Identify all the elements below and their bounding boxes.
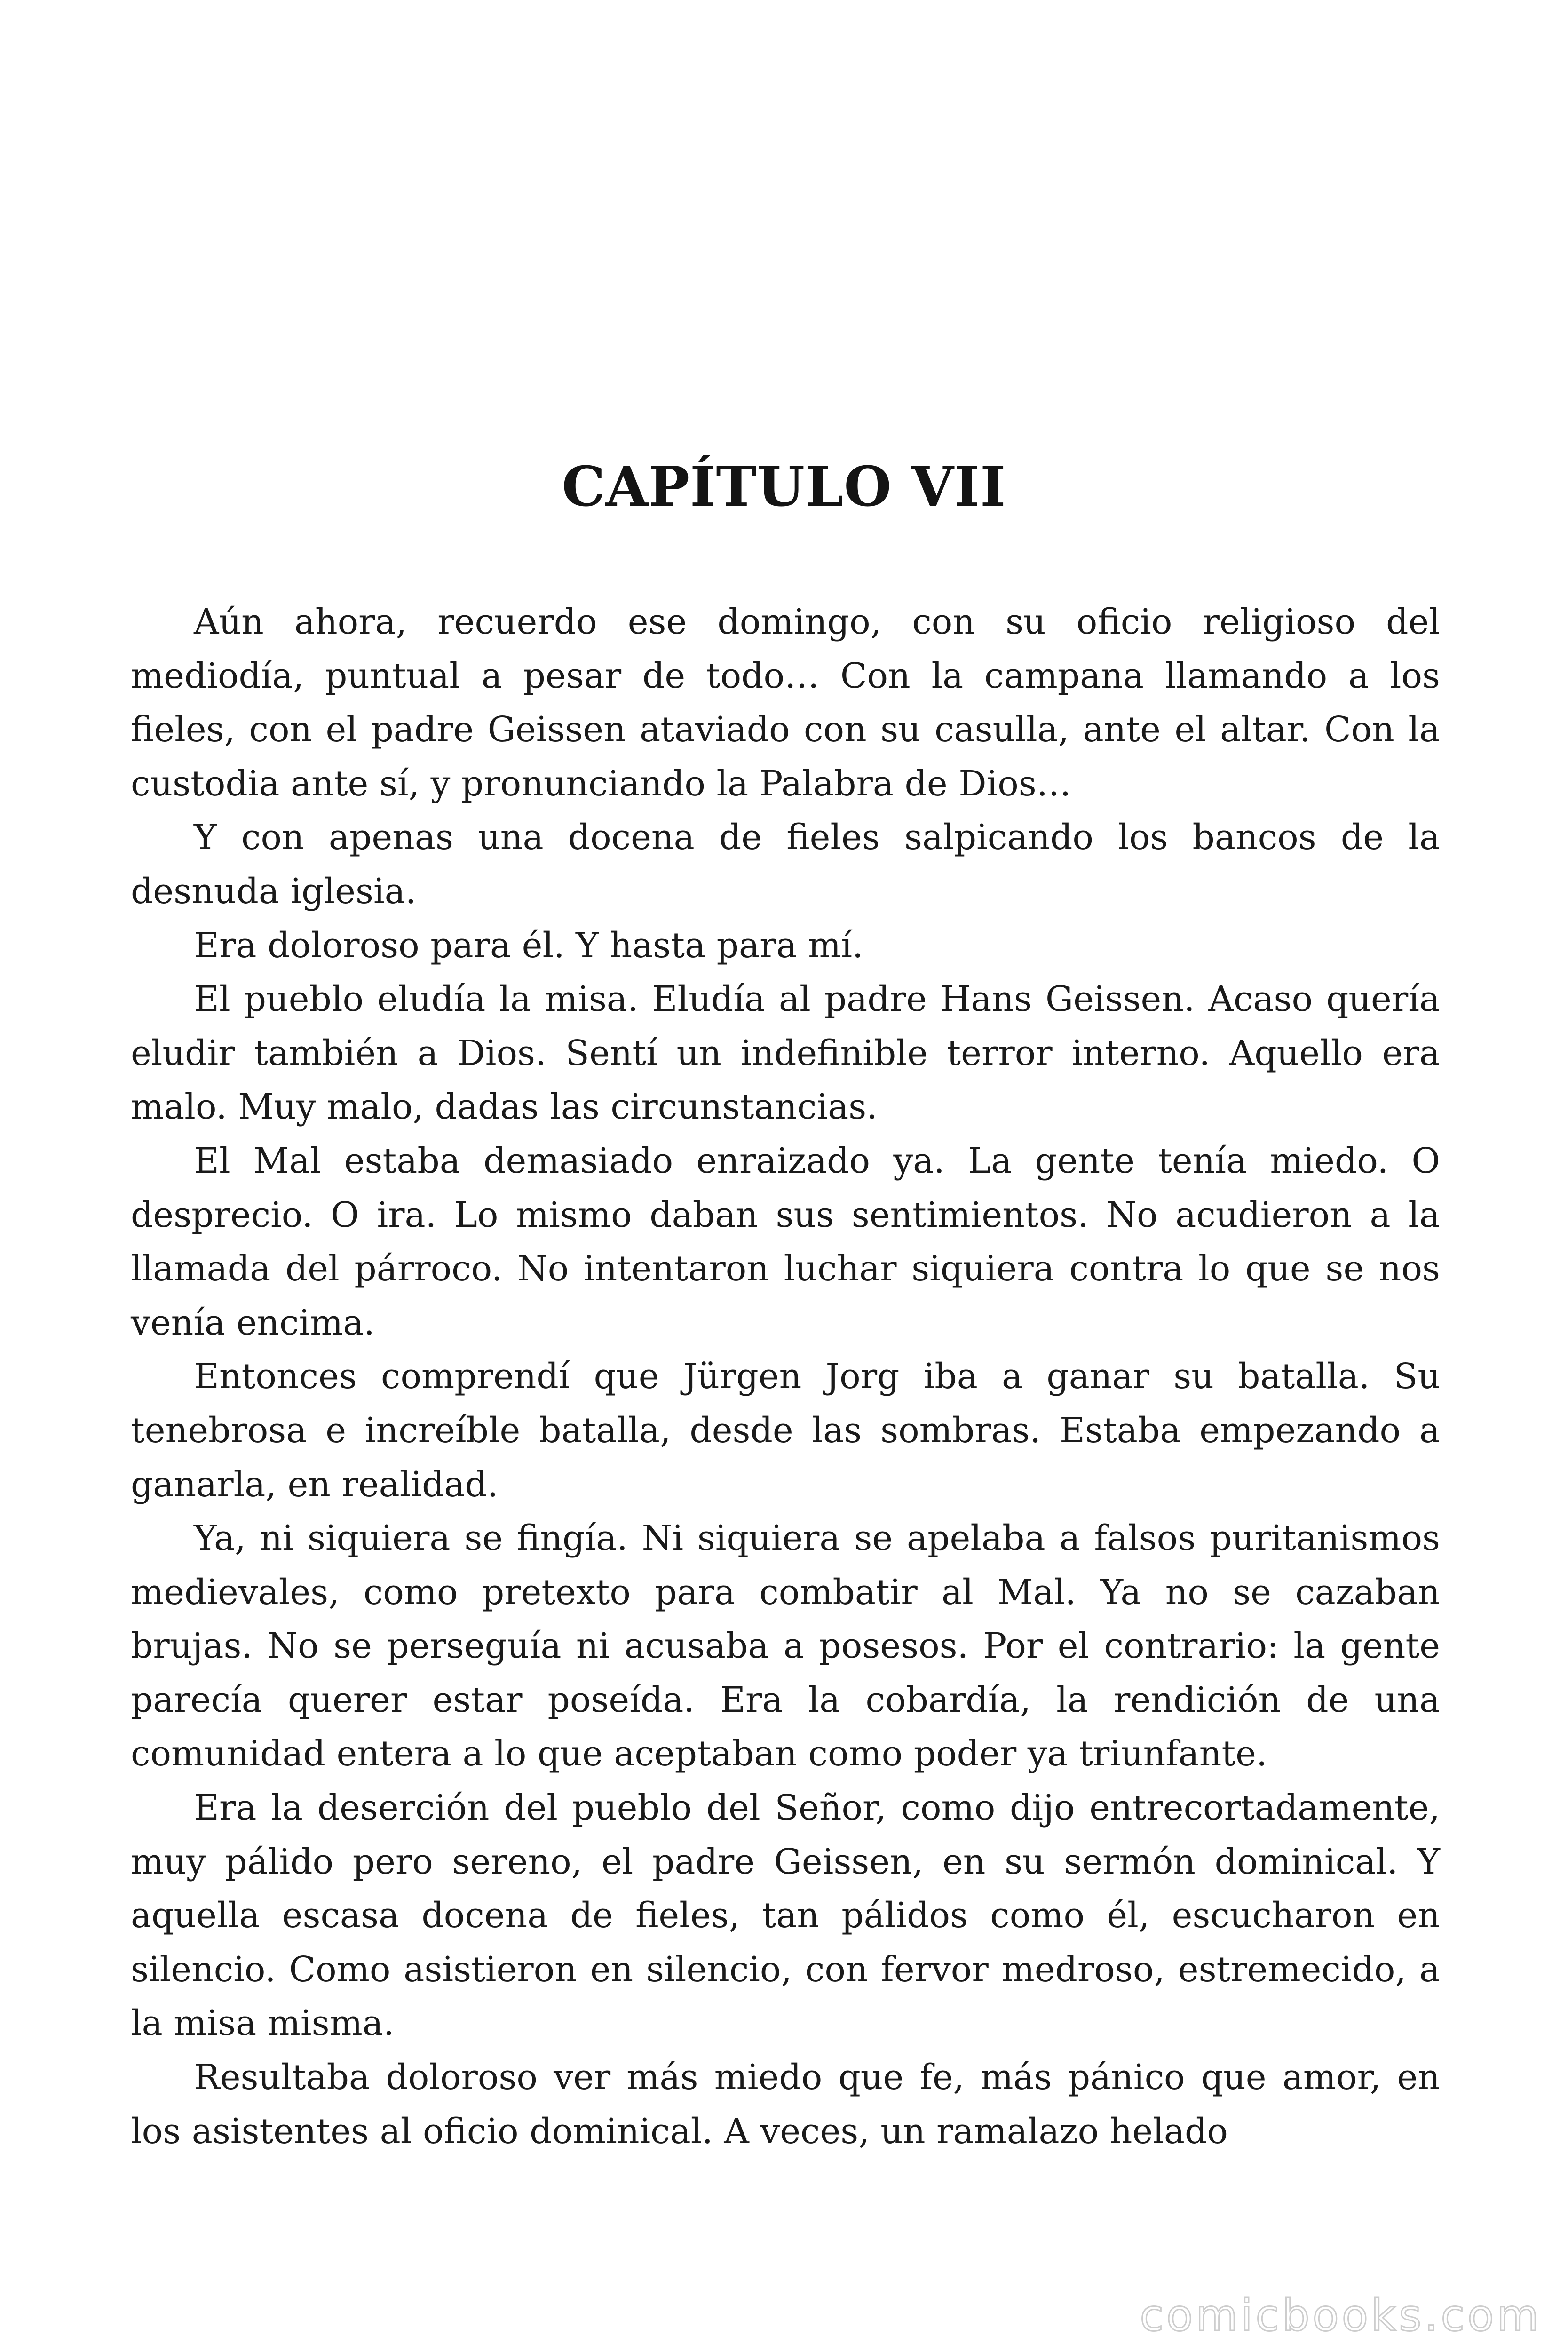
paragraph: Aún ahora, recuerdo ese domingo, con su oficio religioso del mediodía, puntual a pesar de todo… Con la campana llamando a los fieles, con el padre Geissen ataviado con su casulla, ante el altar. Con la custodia ante sí, y pronunciando la Palabra de Dios… xyxy=(131,602,1440,804)
paragraph: Entonces comprendí que Jürgen Jorg iba a ganar su batalla. Su tenebrosa e increíble batalla, desde las sombras. Estaba empezando a ganarla, en realidad. xyxy=(131,1356,1440,1505)
paragraph: El pueblo eludía la misa. Eludía al padre Hans Geissen. Acaso quería eludir también a Dios. Sentí un indefinible terror interno. Aquello era malo. Muy malo, dadas las circunstancias. xyxy=(131,979,1440,1128)
paragraph: Y con apenas una docena de fieles salpicando los bancos de la desnuda iglesia. xyxy=(131,817,1440,912)
paragraph: Era la deserción del pueblo del Señor, como dijo entrecortadamente, muy pálido pero sereno, el padre Geissen, en su sermón dominical. Y aquella escasa docena de fieles, tan pálidos como él, escucharon en silencio. Como asistieron en silencio, con fervor medroso, estremecido, a la misa misma. xyxy=(131,1788,1440,2044)
paragraph: Ya, ni siquiera se fingía. Ni siquiera se apelaba a falsos puritanismos medievales, como pretexto para combatir al Mal. Ya no se cazaban brujas. No se perseguía ni acusaba a posesos. Por el contrario: la gente parecía querer estar poseída. Era la cobardía, la rendición de una comunidad entera a lo que aceptaban como poder ya triunfante. xyxy=(131,1518,1440,1774)
paragraph: El Mal estaba demasiado enraizado ya. La gente tenía miedo. O desprecio. O ira. Lo mismo daban sus sentimientos. No acudieron a la llamada del párroco. No intentaron luchar siquiera contra lo que se nos venía encima. xyxy=(131,1140,1440,1343)
paragraph: Resultaba doloroso ver más miedo que fe, más pánico que amor, en los asistentes al oficio dominical. A veces, un ramalazo helado xyxy=(131,2057,1440,2152)
chapter-body xyxy=(131,595,1440,2158)
paragraph: Era doloroso para él. Y hasta para mí. xyxy=(194,925,863,966)
chapter-title: CAPÍTULO VII xyxy=(562,455,1006,519)
watermark: comicbooks.com xyxy=(1140,2290,1542,2341)
